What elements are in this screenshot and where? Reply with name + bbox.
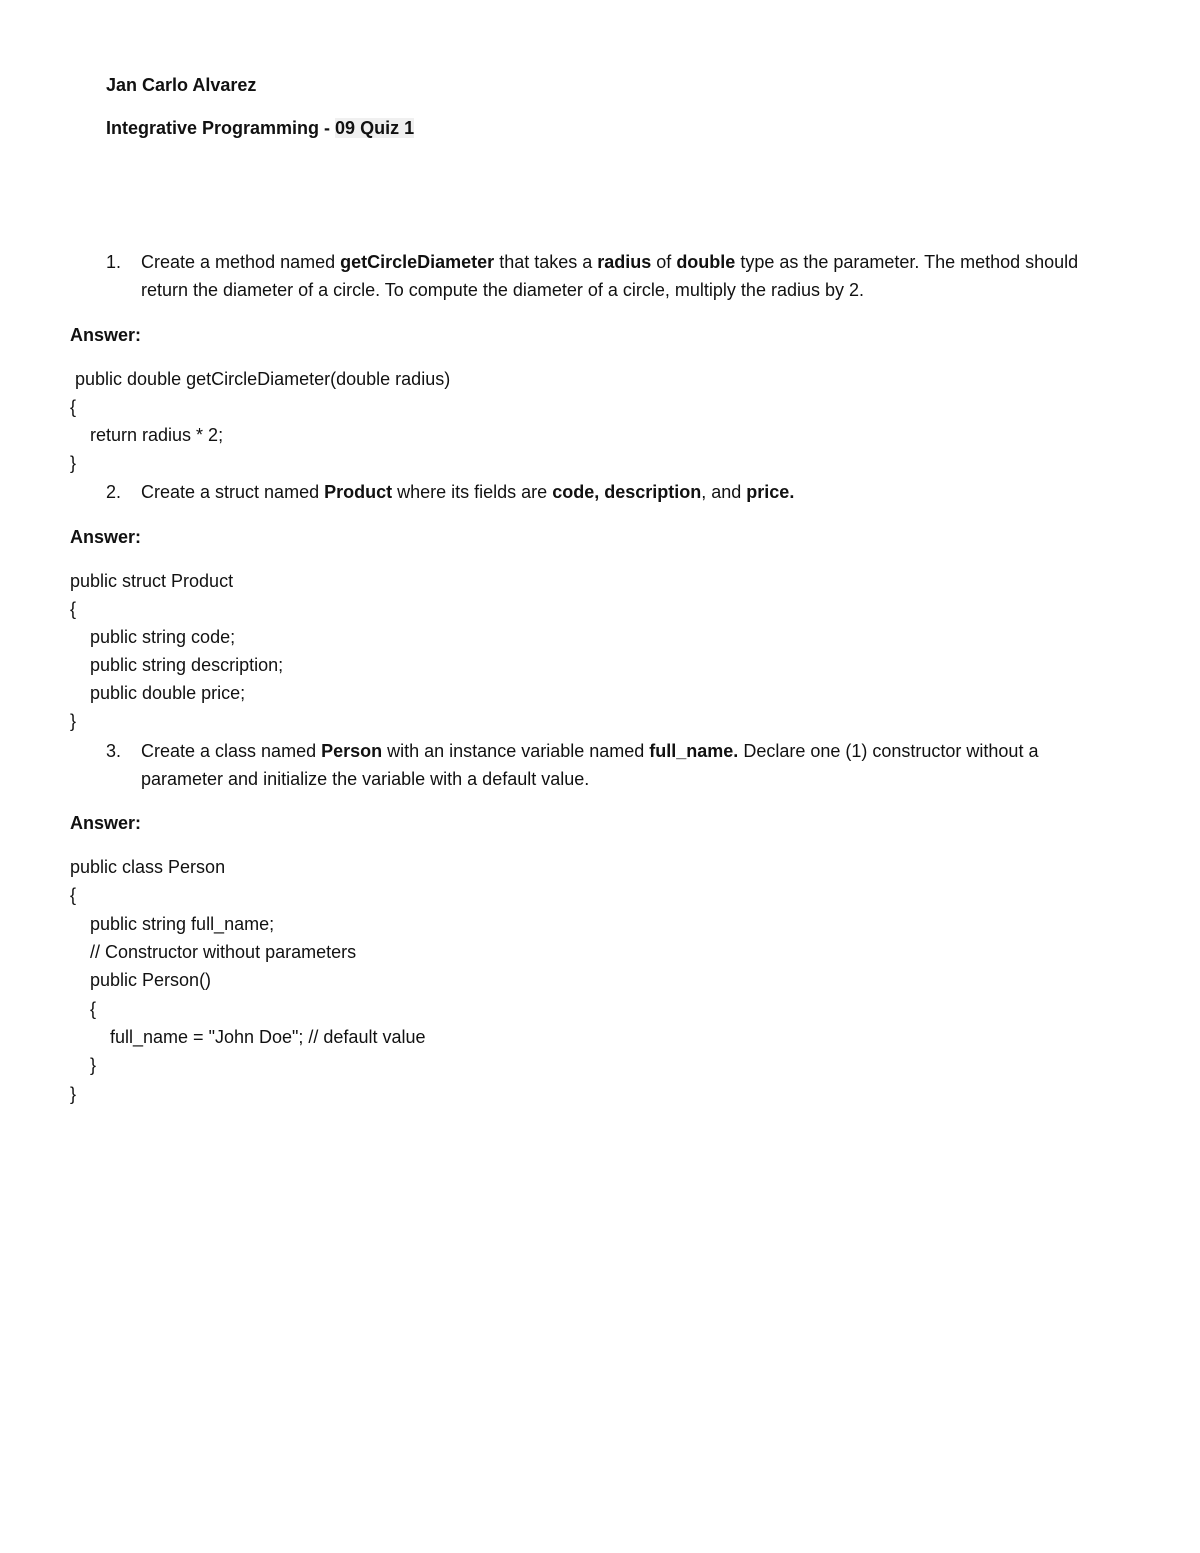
answer-2-code-line: public struct Product — [70, 571, 234, 591]
q2-field-price: price — [746, 482, 790, 502]
answer-2-code-line: { — [70, 599, 77, 619]
q1-param-type: double — [676, 252, 736, 272]
answer-1-code-line: return radius * 2; — [70, 425, 224, 445]
q2-field-description: description — [604, 482, 702, 502]
q2-part: Create a struct named — [141, 482, 325, 502]
q3-part: Create a class named — [141, 741, 322, 761]
q1-part: Create a method named — [141, 252, 341, 272]
answer-3-code-line: // Constructor without parameters — [70, 942, 357, 962]
q1-method-name: getCircleDiameter — [340, 252, 495, 272]
course-quiz: 09 Quiz 1 — [335, 118, 415, 138]
course-prefix: Integrative Programming - — [106, 118, 336, 138]
question-2-text — [141, 478, 1121, 506]
question-3-number: 3. — [106, 741, 122, 761]
question-2-number: 2. — [106, 482, 122, 502]
answer-3-code-line: full_name = "John Doe"; // default value — [70, 1027, 426, 1047]
course-title — [106, 114, 414, 142]
answer-3-code-line: } — [70, 1055, 97, 1075]
q2-part: , and — [701, 482, 747, 502]
answer-3-code-line: { — [70, 999, 97, 1019]
question-3-text — [141, 737, 1121, 793]
answer-3-code-line: { — [70, 885, 77, 905]
answer-3-code-line: public string full_name; — [70, 914, 275, 934]
q2-part: , — [594, 482, 605, 502]
q1-part: of — [651, 252, 677, 272]
q2-struct-name: Product — [324, 482, 393, 502]
answer-3-code-line: } — [70, 1084, 77, 1104]
q2-part: where its fields are — [392, 482, 553, 502]
author-name: Jan Carlo Alvarez — [106, 75, 257, 95]
q3-variable-name: full_name. — [649, 741, 739, 761]
answer-1-code-line: public double getCircleDiameter(double radius) — [70, 369, 451, 389]
question-1-number: 1. — [106, 252, 122, 272]
answer-3-code-line: public Person() — [70, 970, 212, 990]
q1-part: that takes a — [494, 252, 598, 272]
q2-part: . — [789, 482, 795, 502]
answer-2-label: Answer: — [70, 527, 142, 547]
answer-1-label: Answer: — [70, 325, 142, 345]
answer-1-code-line: } — [70, 453, 77, 473]
q3-part: Declare one (1) constructor without a parameter and initialize the variable with a default value. — [141, 741, 1039, 789]
answer-1-code-line: { — [70, 397, 77, 417]
answer-2-code-line: public double price; — [70, 683, 246, 703]
q3-class-name: Person — [321, 741, 383, 761]
answer-3-code-line: public class Person — [70, 857, 226, 877]
answer-2-code-line: } — [70, 711, 77, 731]
q2-field-code: code — [552, 482, 595, 502]
q1-part: type as the parameter. The method should return the diameter of a circle. To compute the diameter of a circle, multiply the radius by 2. — [141, 252, 1079, 300]
answer-3-label: Answer: — [70, 813, 142, 833]
answer-2-code-line: public string code; — [70, 627, 236, 647]
question-1-text — [141, 248, 1116, 304]
answer-2-code-line: public string description; — [70, 655, 284, 675]
q3-part: with an instance variable named — [382, 741, 650, 761]
q1-param-name: radius — [597, 252, 652, 272]
